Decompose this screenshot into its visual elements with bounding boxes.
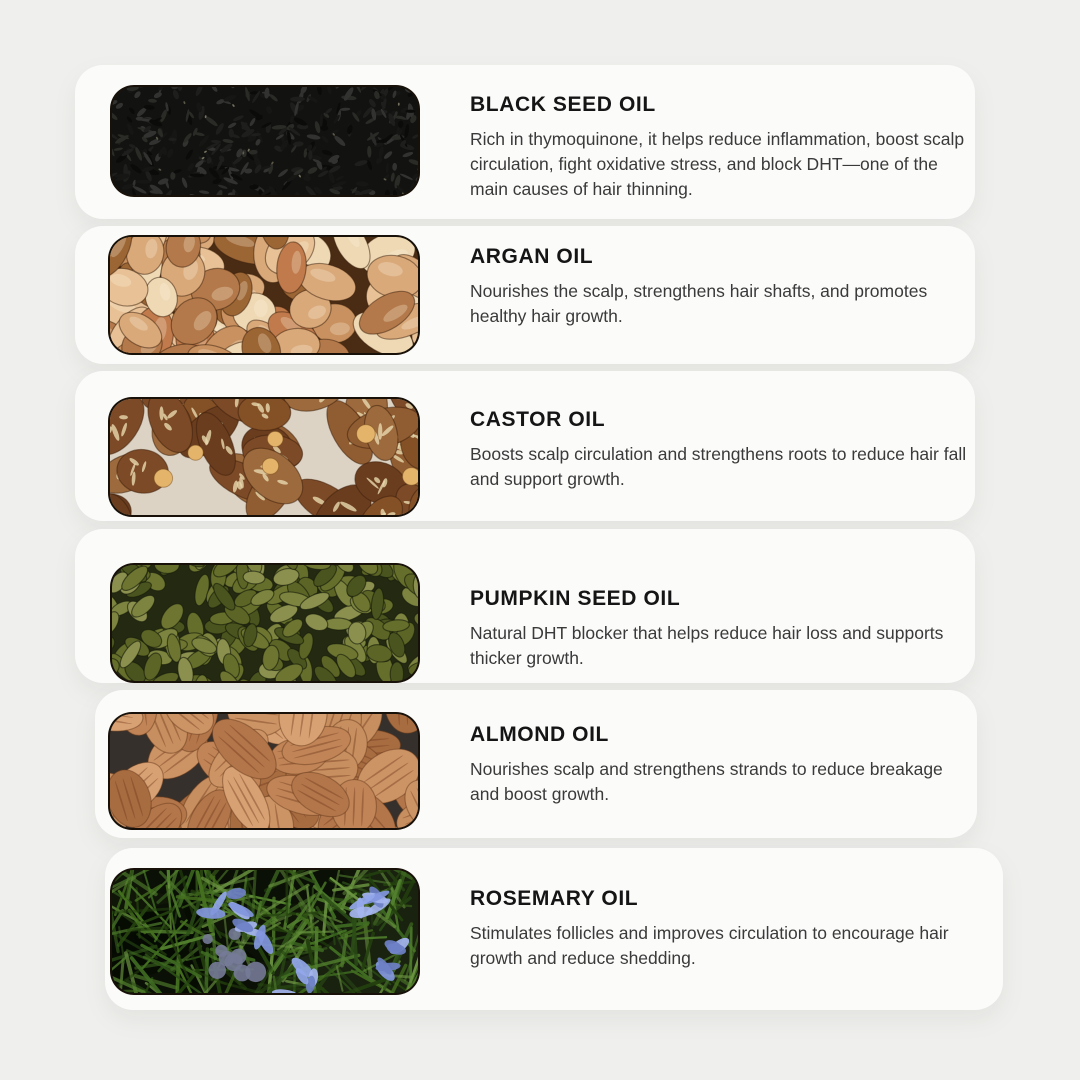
card-almond-oil: [95, 690, 977, 838]
card-argan-oil: [75, 226, 975, 364]
card-title: ARGAN OIL: [470, 245, 594, 268]
card-castor-oil: [75, 371, 975, 521]
pumpkin-seed-oil-image: [110, 563, 420, 683]
card-black-seed-oil: [75, 65, 975, 219]
card-description: Nourishes the scalp, strengthens hair shafts, and promotes healthy hair growth.: [470, 281, 928, 326]
almond-oil-text: [470, 722, 975, 807]
castor-oil-text: [470, 407, 975, 492]
card-title: CASTOR OIL: [470, 408, 606, 431]
card-pumpkin-seed-oil: [75, 529, 975, 683]
black-seed-oil-image: [110, 85, 420, 197]
rosemary-oil-image: [110, 868, 420, 995]
card-description: Rich in thymoquinone, it helps reduce inflammation, boost scalp circulation, fight oxidative stress, and block DHT—one of the main causes of hair thinning.: [470, 129, 965, 199]
card-description: Stimulates follicles and improves circulation to encourage hair growth and reduce shedding.: [470, 923, 949, 968]
castor-oil-image: [108, 397, 420, 517]
card-description: Natural DHT blocker that helps reduce hair loss and supports thicker growth.: [470, 623, 944, 668]
pumpkin-seed-oil-text: [470, 586, 975, 671]
argan-oil-image: [108, 235, 420, 355]
argan-oil-text: [470, 244, 975, 329]
rosemary-oil-text: [470, 886, 975, 971]
black-seed-oil-text: [470, 92, 975, 202]
card-description: Boosts scalp circulation and strengthens roots to reduce hair fall and support growth.: [470, 444, 967, 489]
card-description: Nourishes scalp and strengthens strands to reduce breakage and boost growth.: [470, 759, 943, 804]
card-title: PUMPKIN SEED OIL: [470, 587, 681, 610]
card-title: BLACK SEED OIL: [470, 93, 656, 116]
card-title: ROSEMARY OIL: [470, 887, 639, 910]
almond-oil-image: [108, 712, 420, 830]
card-title: ALMOND OIL: [470, 723, 609, 746]
card-rosemary-oil: [105, 848, 1003, 1010]
